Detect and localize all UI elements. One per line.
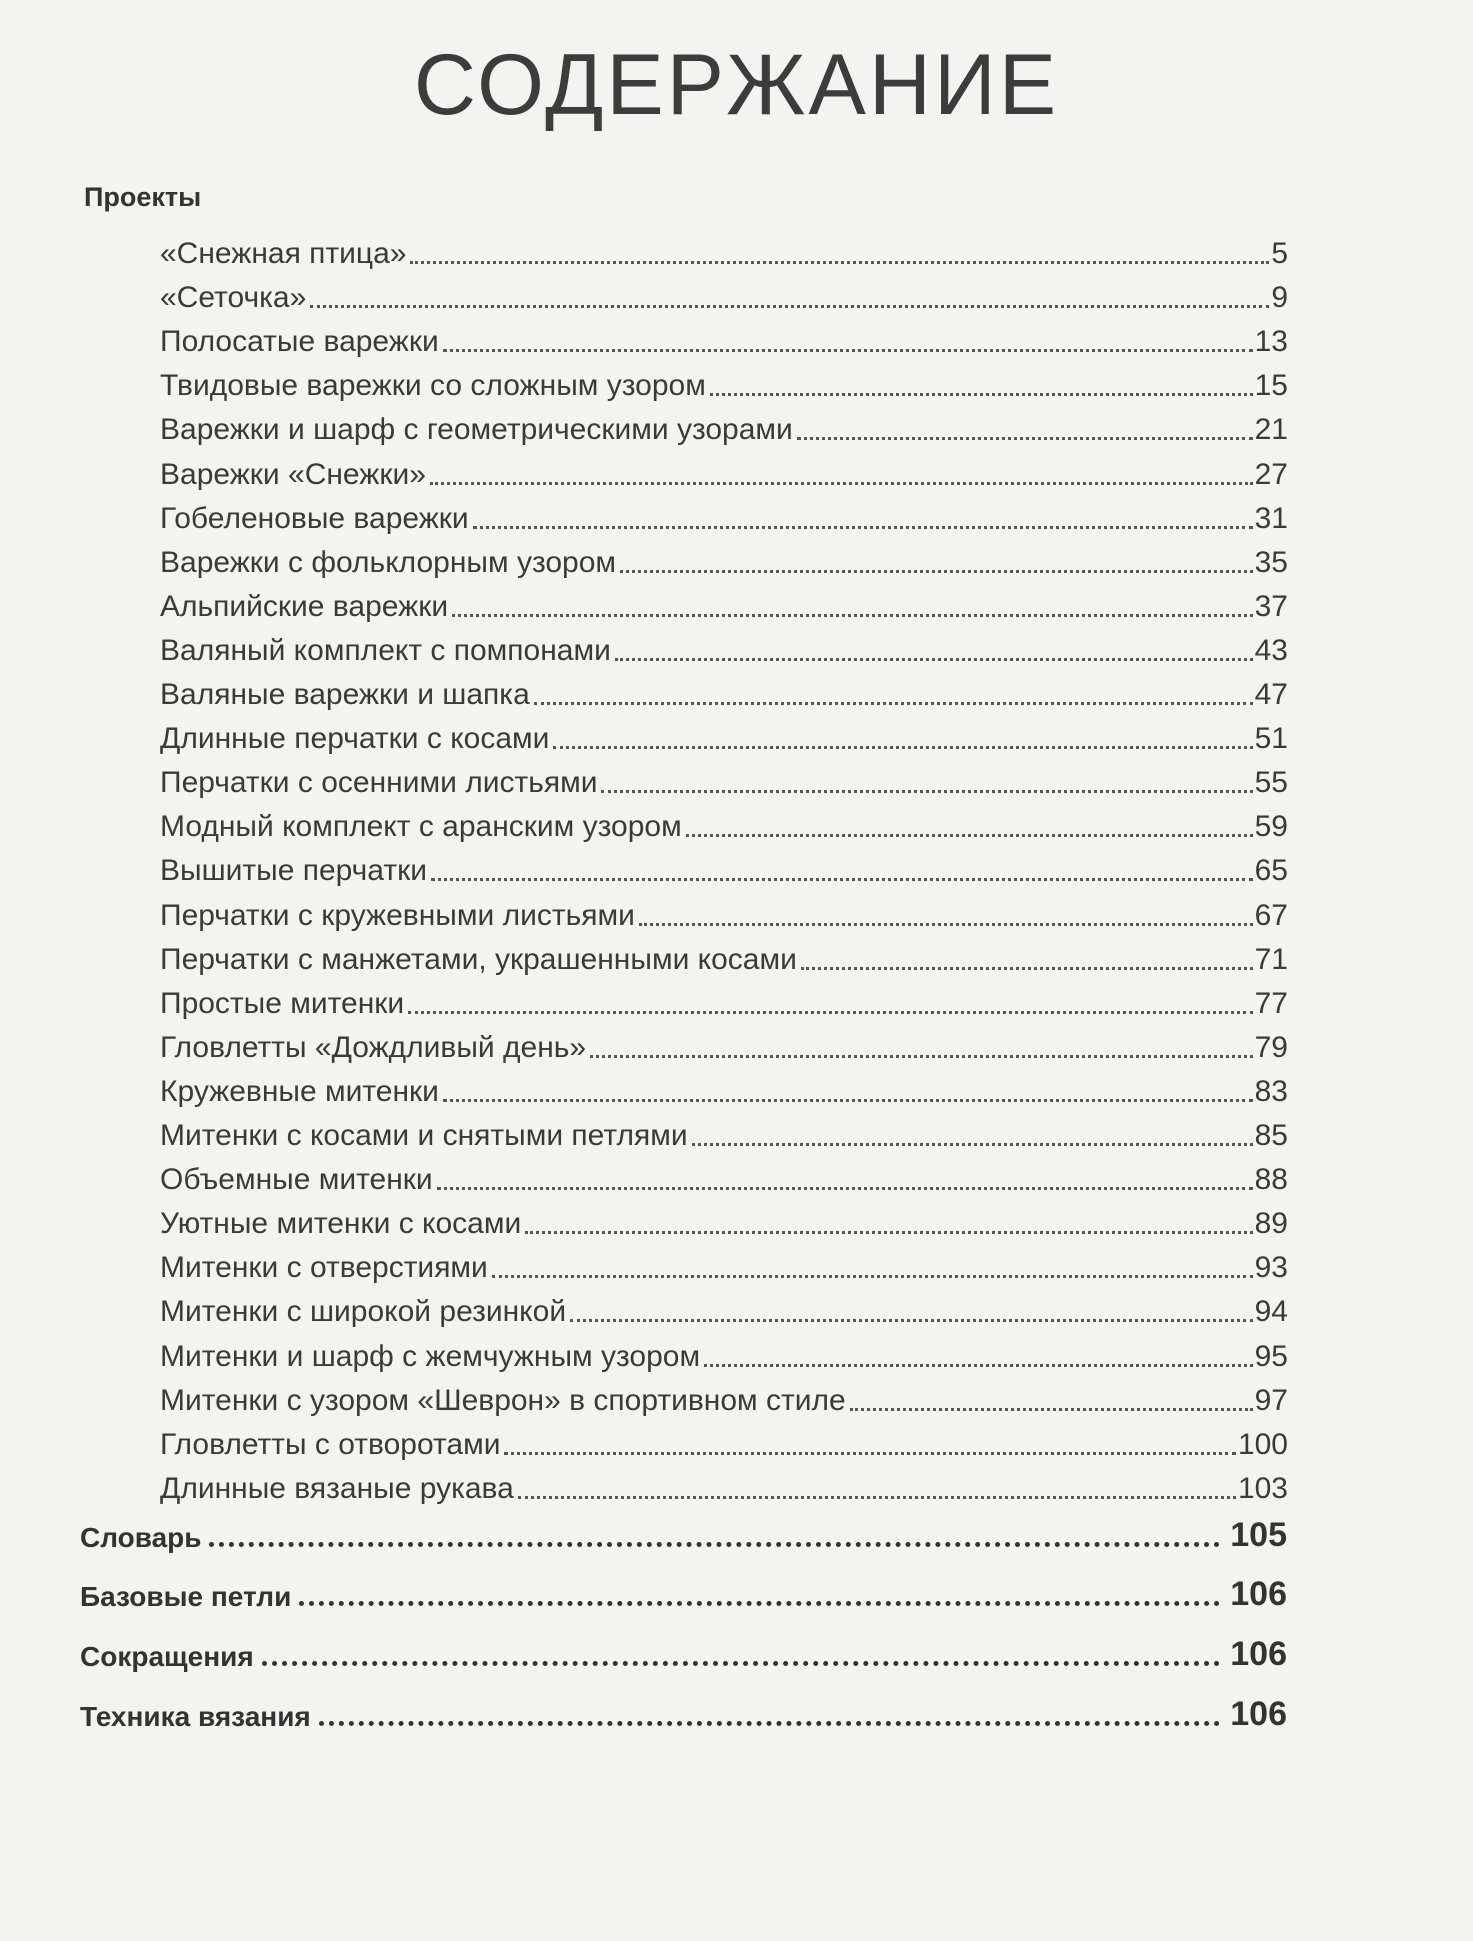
toc-main-entry [80,1683,1287,1731]
toc-main-entry [80,1563,1287,1611]
toc-entry [160,1283,1288,1327]
toc-main-entry-page: 106 [1230,1635,1287,1673]
dot-leader [504,1452,1235,1455]
dot-leader [801,967,1253,970]
toc-entry-page: 77 [1254,986,1288,1020]
toc-entry-title: Длинные вязаные рукава [160,1471,514,1505]
toc-entry-page: 9 [1271,281,1288,315]
page-title: СОДЕРЖАНИЕ [413,37,1060,133]
toc-entry-page: 97 [1254,1383,1288,1417]
toc-entry-title: Варежки «Снежки» [160,457,426,491]
toc-entry-page: 35 [1254,545,1288,579]
toc-entry [160,534,1288,578]
dot-leader [473,526,1253,529]
toc-entry [160,1328,1288,1372]
dot-leader [704,1364,1253,1367]
toc-entry-page: 67 [1254,898,1288,932]
toc-entry-page: 83 [1254,1074,1288,1108]
dot-leader [430,482,1253,485]
toc-entry [160,1460,1288,1504]
toc-entry [160,490,1288,534]
dot-leader [850,1408,1253,1411]
toc-entry-title: Перчатки с кружевными листьями [160,898,635,932]
toc-entry [160,842,1288,886]
toc-entry-title: Митенки с отверстиями [160,1251,488,1285]
toc-entry [160,1151,1288,1195]
toc-entry-page: 79 [1254,1030,1288,1064]
toc-entry-title: Уютные митенки с косами [160,1207,522,1241]
toc-entry-page: 89 [1254,1207,1288,1241]
toc-entry-page: 55 [1254,766,1288,800]
toc-entry-page: 27 [1254,457,1288,491]
toc-entry [160,754,1288,798]
dot-leader [639,923,1253,926]
toc-entry-page: 71 [1254,942,1288,976]
toc-entry-title: Гобеленовые варежки [160,501,469,535]
toc-entry-page: 88 [1254,1163,1288,1197]
toc-entry-title: Варежки и шарф с геометрическими узорами [160,413,793,447]
toc-entry-title: Гловлетты «Дождливый день» [160,1030,587,1064]
toc-entry-title: Перчатки с манжетами, украшенными косами [160,942,797,976]
toc-entry [160,887,1288,931]
toc-main-entry-page: 106 [1230,1695,1287,1733]
toc-main-entry-page: 105 [1230,1516,1287,1554]
dot-leader [553,746,1252,749]
toc-entry [160,225,1288,269]
toc-entry-page: 85 [1254,1119,1288,1152]
toc-entry-page: 100 [1237,1427,1288,1461]
dot-leader [525,1231,1252,1234]
dot-leader [797,437,1253,440]
dot-leader [262,1661,1221,1666]
dot-leader [408,1011,1252,1014]
toc-main-entry-title: Техника вязания [80,1701,311,1732]
dot-leader [534,702,1253,705]
toc-entry-title: Полосатые варежки [160,325,439,359]
toc-entry-page: 65 [1254,854,1288,888]
toc-entry-page: 93 [1254,1251,1288,1285]
dot-leader [443,1099,1253,1102]
toc-entry-title: Варежки с фольклорным узором [160,545,617,579]
toc-entry-title: Митенки с косами и снятыми петлями [160,1119,688,1152]
toc-entry [160,622,1288,666]
toc-entry-page: 51 [1254,722,1288,756]
toc-entry-page: 21 [1254,413,1288,447]
toc-entry [160,975,1288,1019]
toc-entry-title: Перчатки с осенними листьями [160,766,598,800]
dot-leader [686,834,1253,837]
toc-entry [160,931,1288,975]
toc-entry [160,357,1288,401]
toc-entry-page: 95 [1254,1339,1288,1373]
dot-leader [310,305,1269,308]
toc-entry-title: Альпийские варежки [160,589,449,623]
toc-main-entry-title: Словарь [80,1522,202,1553]
dot-leader [570,1319,1253,1322]
toc-entry-title: Модный комплект с аранским узором [160,810,682,844]
toc-entry-title: Митенки и шарф с жемчужным узором [160,1339,701,1373]
toc-entry [160,269,1288,313]
dot-leader [452,614,1253,617]
dot-leader [431,878,1253,881]
toc-entry [160,1416,1288,1460]
toc-main-entry [80,1504,1287,1552]
dot-leader [410,261,1269,264]
toc-entry [160,666,1288,710]
toc-entry-title: Кружевные митенки [160,1074,439,1108]
dot-leader [518,1496,1236,1499]
toc-entry-title: Валяный комплект с помпонами [160,633,611,667]
toc-entry [160,446,1288,490]
toc-entry-title: Вышитые перчатки [160,854,427,888]
section-heading-projects: Проекты [84,182,202,212]
toc-entry-title: Объемные митенки [160,1163,433,1197]
dot-leader [492,1275,1253,1278]
toc-entry-title: Валяные варежки и шапка [160,678,530,711]
toc-entry-title: Простые митенки [160,986,405,1020]
toc-entry-title: «Снежная птица» [160,237,407,270]
dot-leader [299,1601,1220,1606]
dot-leader [601,790,1252,793]
toc-entry-page: 47 [1254,678,1288,711]
toc-entry-title: «Сеточка» [160,281,307,315]
dot-leader [692,1143,1253,1146]
toc-entry-title: Гловлетты с отворотами [160,1427,501,1461]
dot-leader [437,1187,1253,1190]
toc-main-entry-title: Базовые петли [80,1581,292,1612]
toc-entry-page: 94 [1254,1295,1288,1329]
toc-main-entry-title: Сокращения [80,1641,254,1672]
toc-entry [160,1063,1288,1107]
toc-entry-page: 43 [1254,633,1288,667]
toc-entry-page: 31 [1254,501,1288,535]
toc-entry [160,1019,1288,1063]
toc-entry [160,401,1288,445]
toc-entry [160,798,1288,842]
toc-entry [160,1372,1288,1416]
dot-leader [710,393,1253,396]
toc-entry [160,1107,1288,1151]
toc-entry [160,1195,1288,1239]
toc-main-entry-page: 106 [1230,1575,1287,1613]
dot-leader [615,658,1253,661]
toc-entry-title: Митенки с узором «Шеврон» в спортивном стиле [160,1383,846,1417]
toc-entry-page: 37 [1254,589,1288,623]
toc-entry-title: Длинные перчатки с косами [160,722,550,756]
toc-entry-title: Твидовые варежки со сложным узором [160,369,706,403]
toc-entry [160,1239,1288,1283]
dot-leader [209,1542,1220,1547]
toc-entry-page: 103 [1237,1471,1288,1505]
toc-entry-page: 13 [1254,325,1288,359]
dot-leader [620,570,1253,573]
toc-entry-title: Митенки с широкой резинкой [160,1295,567,1329]
dot-leader [443,349,1253,352]
toc-entry-page: 5 [1271,237,1288,270]
dot-leader [319,1721,1221,1726]
toc-entry-page: 15 [1254,369,1288,403]
toc-main-entry [80,1623,1287,1671]
toc-entry [160,313,1288,357]
toc-entry-page: 59 [1254,810,1288,844]
toc-entry [160,710,1288,754]
toc-entry [160,578,1288,622]
dot-leader [590,1055,1253,1058]
